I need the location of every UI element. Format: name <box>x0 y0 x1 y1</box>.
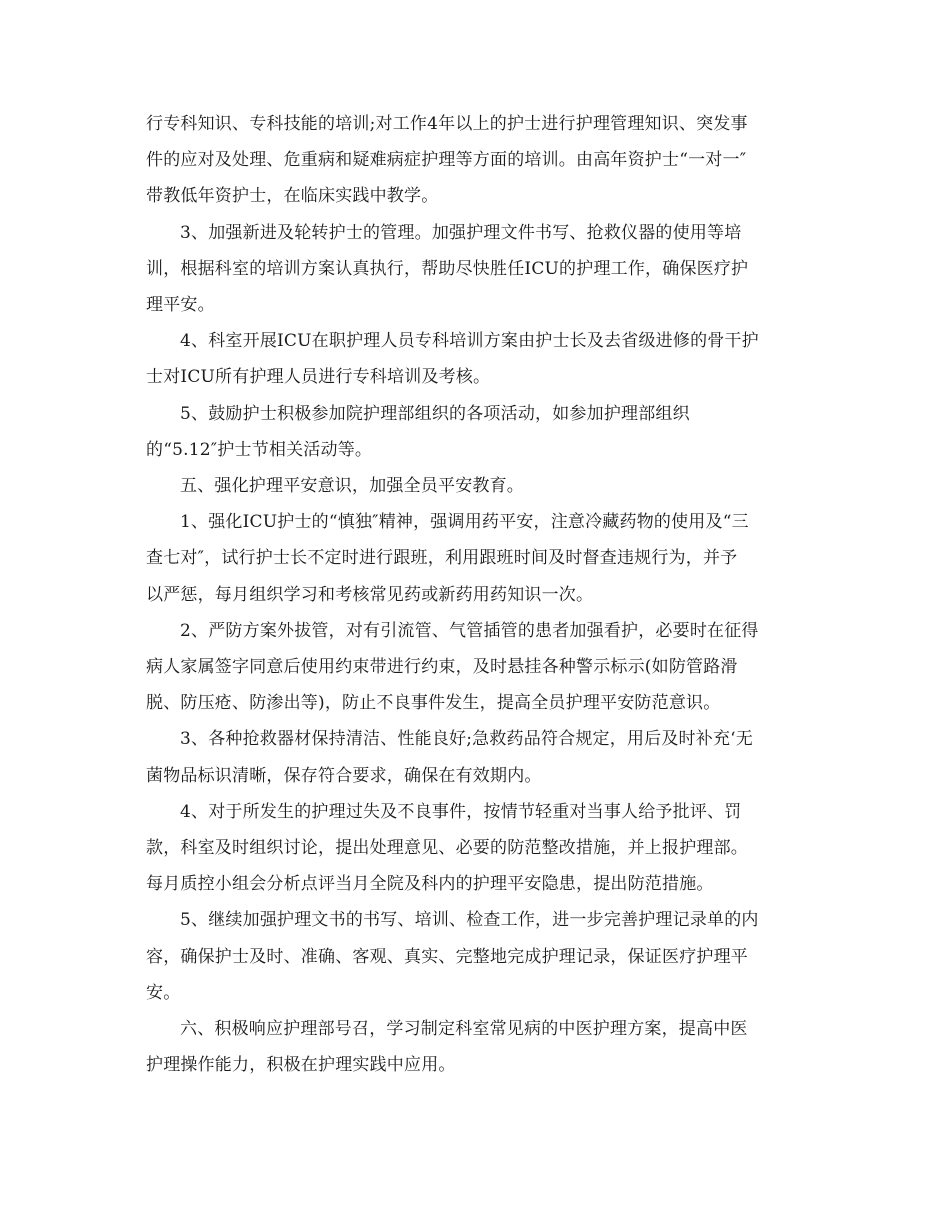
text-line: 安。 <box>146 982 181 1003</box>
text-line: 5、鼓励护士积极参加院护理部组织的各项活动，如参加护理部组织 <box>180 403 690 424</box>
text-line: 行专科知识、专科技能的培训;对工作4年以上的护士进行护理管理知识、突发事 <box>146 114 748 134</box>
text-line: 每月质控小组会分析点评当月全院及科内的护理平安隐患，提出防范措施。 <box>146 874 714 895</box>
paragraph-p-s5-4 <box>146 794 806 903</box>
text-line: 5、继续加强护理文书的书写、培训、检查工作，进一步完善护理记录单的内 <box>180 910 759 931</box>
paragraph-p-section5 <box>146 468 806 504</box>
text-line: 4、对于所发生的护理过失及不良事件，按情节轻重对当事人给予批评、罚 <box>180 801 742 822</box>
paragraph-p-continue <box>146 106 806 215</box>
text-line: 4、科室开展ICU在职护理人员专科培训方案由护士长及去省级进修的骨干护 <box>180 331 759 352</box>
paragraph-p-section6 <box>146 1011 806 1083</box>
text-line: 的“5.12″护士节相关活动等。 <box>146 439 373 460</box>
text-line: 五、强化护理平安意识，加强全员平安教育。 <box>180 476 524 497</box>
paragraph-p-4 <box>146 323 806 395</box>
text-line: 以严惩，每月组织学习和考核常见药或新药用药知识一次。 <box>146 584 594 605</box>
document-body <box>146 106 806 1083</box>
text-line: 带教低年资护士，在临床实践中教学。 <box>146 186 439 207</box>
paragraph-p-s5-5 <box>146 902 806 1011</box>
text-line: 六、积极响应护理部号召，学习制定科室常见病的中医护理方案，提高中医 <box>180 1019 748 1040</box>
paragraph-p-3 <box>146 215 806 324</box>
paragraph-p-s5-1 <box>146 504 806 613</box>
text-line: 理平安。 <box>146 295 215 316</box>
text-line: 查七对″，试行护士长不定时进行跟班，利用跟班时间及时督查违规行为，并予 <box>146 548 738 569</box>
text-line: 脱、防压疮、防渗出等)，防止不良事件发生，提高全员护理平安防范意识。 <box>146 693 721 714</box>
paragraph-p-s5-2 <box>146 613 806 722</box>
text-line: 菌物品标识清晰，保存符合要求，确保在有效期内。 <box>146 765 542 786</box>
text-line: 2、严防方案外拔管，对有引流管、气管插管的患者加强看护，必要时在征得 <box>180 620 759 641</box>
paragraph-p-5 <box>146 396 806 468</box>
text-line: 件的应对及处理、危重病和疑难病症护理等方面的培训。由高年资护士“一对一″ <box>146 150 747 171</box>
text-line: 3、加强新进及轮转护士的管理。加强护理文件书写、抢救仪器的使用等培 <box>180 222 742 243</box>
text-line: 款，科室及时组织讨论，提出处理意见、必要的防范整改措施，并上报护理部。 <box>146 838 748 859</box>
text-line: 1、强化ICU护士的“慎独″精神，强调用药平安，注意冷藏药物的使用及“三 <box>180 512 749 533</box>
text-line: 训，根据科室的培训方案认真执行，帮助尽快胜任ICU的护理工作，确保医疗护 <box>146 258 749 279</box>
text-line: 3、各种抢救器材保持清洁、性能良好;急救药品符合规定，用后及时补充‘无 <box>180 729 753 750</box>
paragraph-p-s5-3 <box>146 721 806 793</box>
text-line: 护理操作能力，积极在护理实践中应用。 <box>146 1055 456 1076</box>
text-line: 士对ICU所有护理人员进行专科培训及考核。 <box>146 367 491 388</box>
text-line: 容，确保护士及时、准确、客观、真实、完整地完成护理记录，保证医疗护理平 <box>146 946 748 967</box>
text-line: 病人家属签字同意后使用约束带进行约束，及时悬挂各种警示标示(如防管路滑 <box>146 657 738 678</box>
